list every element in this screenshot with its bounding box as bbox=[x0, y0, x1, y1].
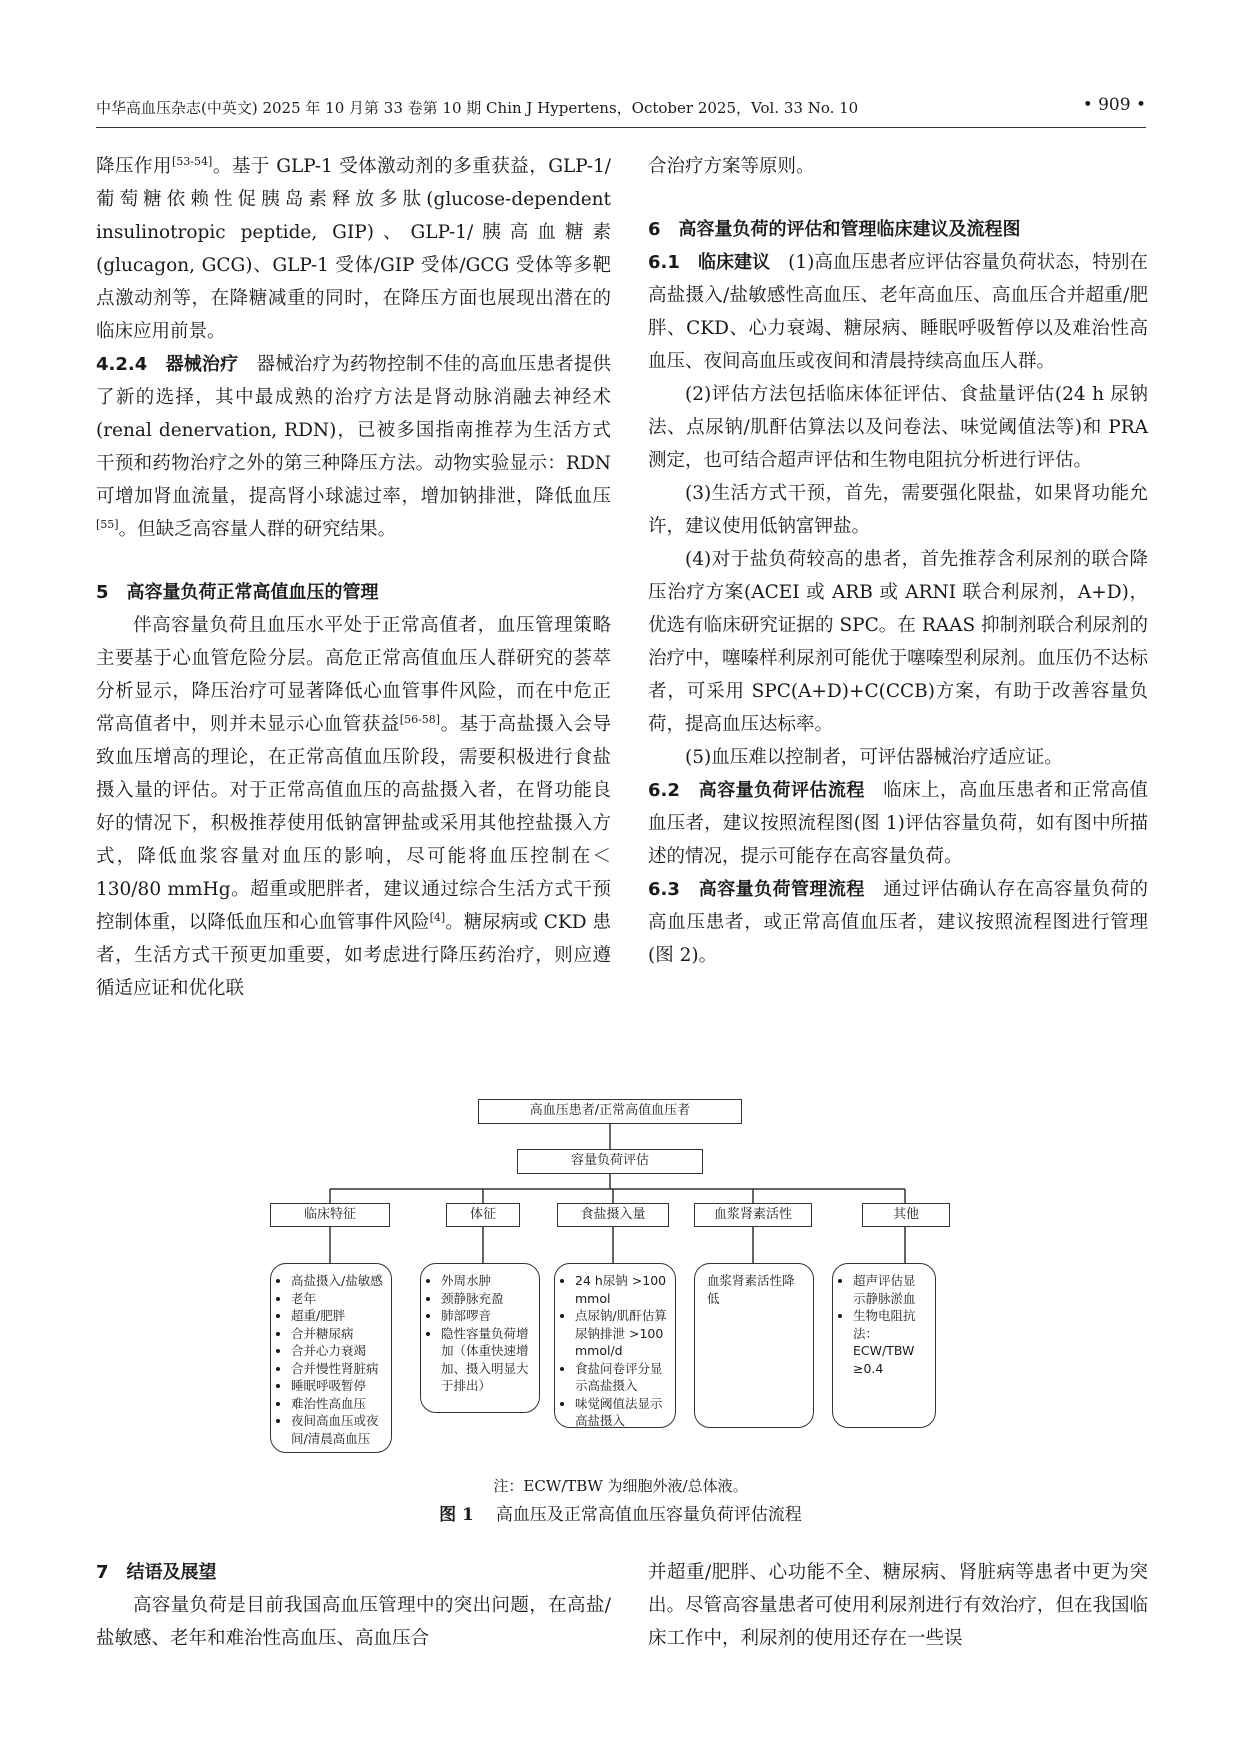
plasma-renin-text: 血浆肾素活性降低 bbox=[707, 1273, 795, 1306]
flow-list-item: • 合并糖尿病 bbox=[291, 1325, 383, 1343]
flow-list-item: • 超声评估显示静脉淤血 bbox=[853, 1272, 927, 1307]
figure-1-flowchart bbox=[270, 1097, 1000, 1457]
figure-title: 高血压及正常高值血压容量负荷评估流程 bbox=[495, 1505, 802, 1525]
paragraph-6-1-4: (4)对于盐负荷较高的患者，首先推荐含利尿剂的联合降压治疗方案(ACEI 或 ARB 或 ARNI 联合利尿剂，A+D)，优选有临床研究证据的 SPC。在 RAAS 抑制剂联合利尿剂的治疗中，噻嗪样利尿剂可能优于噻嗪型利尿剂。血压仍不达标者，可采用 SPC(A+D)+C(CCB)方案，有助于改善容量负荷，提高血压达标率。 bbox=[648, 549, 1148, 735]
category-salt-intake: 食盐摄入量 bbox=[557, 1203, 669, 1227]
section-6-3-heading: 6.3 高容量负荷管理流程 bbox=[648, 879, 884, 900]
flow-list-item: • 外周水肿 bbox=[441, 1272, 531, 1290]
section-7-heading: 7 结语及展望 bbox=[96, 1562, 217, 1583]
flow-list-item: • 合并心力衰竭 bbox=[291, 1342, 383, 1360]
flow-list-item: • 难治性高血压 bbox=[291, 1395, 383, 1413]
citation: [4] bbox=[429, 910, 446, 924]
paragraph-6-1-3: (3)生活方式干预，首先，需要强化限盐，如果肾功能允许，建议使用低钠富钾盐。 bbox=[648, 483, 1148, 537]
bottom-right-column bbox=[648, 1556, 1148, 1655]
text: (1)高血压患者应评估容量负荷状态，特别在高盐摄入/盐敏感性高血压、老年高血压、高血压合并超重/肥胖、CKD、心力衰竭、糖尿病、睡眠呼吸暂停以及难治性高血压、夜间高血压或夜间和清晨持续高血压人群。 bbox=[648, 252, 1148, 372]
bottom-left-column bbox=[96, 1556, 611, 1655]
figure-number: 图 1 bbox=[439, 1505, 474, 1525]
plasma-renin-box bbox=[694, 1263, 814, 1428]
paragraph-6-1-1 bbox=[648, 246, 1148, 378]
right-column bbox=[648, 150, 1148, 972]
category-plasma-renin: 血浆肾素活性 bbox=[694, 1203, 812, 1227]
paragraph-6-2 bbox=[648, 774, 1148, 873]
flow-list-item: • 老年 bbox=[291, 1290, 383, 1308]
text: 。但缺乏高容量人群的研究结果。 bbox=[118, 519, 397, 540]
paragraph-device-therapy bbox=[96, 348, 611, 546]
text: 临床上，高血压患者和正常高值血压者，建议按照流程图(图 1)评估容量负荷，如有图中所描述的情况，提示可能存在高容量负荷。 bbox=[648, 780, 1148, 867]
paragraph-6-1-5: (5)血压难以控制者，可评估器械治疗适应证。 bbox=[685, 747, 1063, 768]
paragraph-glp1 bbox=[96, 150, 611, 348]
paragraph-section-7-cont: 并超重/肥胖、心功能不全、糖尿病、肾脏病等患者中更为突出。尽管高容量患者可使用利尿剂进行有效治疗，但在我国临床工作中，利尿剂的使用还存在一些误 bbox=[648, 1562, 1148, 1649]
figure-caption bbox=[0, 1500, 1241, 1525]
paragraph-6-3 bbox=[648, 873, 1148, 972]
paragraph-6-1-2: (2)评估方法包括临床体征评估、食盐量评估(24 h 尿钠法、点尿钠/肌酐估算法以及问卷法、味觉阈值法等)和 PRA 测定，也可结合超声评估和生物电阻抗分析进行评估。 bbox=[648, 384, 1148, 471]
flow-list-item: • 超重/肥胖 bbox=[291, 1307, 383, 1325]
other-list bbox=[832, 1263, 936, 1428]
signs-list bbox=[420, 1263, 540, 1413]
flow-list-item: • 合并慢性肾脏病 bbox=[291, 1360, 383, 1378]
page-number: • 909 • bbox=[1082, 95, 1146, 115]
category-other: 其他 bbox=[862, 1203, 950, 1227]
text: 。基于 GLP-1 受体激动剂的多重获益，GLP-1/葡萄糖依赖性促胰岛素释放多肽(glucose-dependent insulinotropic peptide, GIP)、GLP-1/胰高血糖素(glucagon, GCG)、GLP-1 受体/GIP 受体/GCG 受体等多靶点激动剂等，在降糖减重的同时，在降压方面也展现出潜在的临床应用前景。 bbox=[96, 156, 611, 342]
category-clinical-features: 临床特征 bbox=[270, 1203, 390, 1227]
left-column bbox=[96, 150, 611, 1005]
paragraph-section-7: 高容量负荷是目前我国高血压管理中的突出问题，在高盐/盐敏感、老年和难治性高血压、高血压合 bbox=[96, 1595, 611, 1649]
flow-list-item: • 夜间高血压或夜间/清晨高血压 bbox=[291, 1412, 383, 1447]
text: 降压作用 bbox=[96, 156, 173, 177]
flow-list-item: • 24 h尿钠 >100 mmol bbox=[575, 1272, 667, 1307]
section-6-1-heading: 6.1 临床建议 bbox=[648, 252, 789, 273]
text: 通过评估确认存在高容量负荷的高血压患者，或正常高值血压者，建议按照流程图进行管理(图 2)。 bbox=[648, 879, 1148, 966]
flow-list-item: • 颈静脉充盈 bbox=[441, 1290, 531, 1308]
salt-intake-list bbox=[554, 1263, 676, 1428]
journal-info: 中华高血压杂志(中英文) 2025 年 10 月第 33 卷第 10 期 Chin J Hypertens，October 2025，Vol. 33 No. 10 bbox=[96, 99, 859, 117]
figure-note: 注：ECW/TBW 为细胞外液/总体液。 bbox=[493, 1477, 748, 1495]
clinical-features-list bbox=[270, 1263, 392, 1453]
section-5-heading: 5 高容量负荷正常高值血压的管理 bbox=[96, 582, 379, 603]
flow-list-item: • 点尿钠/肌酐估算尿钠排泄 >100 mmol/d bbox=[575, 1307, 667, 1360]
citation: [55] bbox=[96, 517, 119, 531]
flow-list-item: • 生物电阻抗法：ECW/TBW ≥0.4 bbox=[853, 1307, 927, 1377]
flow-assessment-box: 容量负荷评估 bbox=[517, 1149, 703, 1174]
section-6-2-heading: 6.2 高容量负荷评估流程 bbox=[648, 780, 884, 801]
section-4-2-4-heading: 4.2.4 器械治疗 bbox=[96, 354, 257, 375]
flow-list-item: • 味觉阈值法显示高盐摄入 bbox=[575, 1395, 667, 1430]
paragraph-section-5 bbox=[96, 609, 611, 1005]
flow-start-box: 高血压患者/正常高值血压者 bbox=[478, 1099, 742, 1124]
flow-list-item: • 食盐问卷评分显示高盐摄入 bbox=[575, 1360, 667, 1395]
paragraph-continuation: 合治疗方案等原则。 bbox=[648, 156, 815, 177]
flow-list-item: • 肺部啰音 bbox=[441, 1307, 531, 1325]
flow-list-item: • 高盐摄入/盐敏感 bbox=[291, 1272, 383, 1290]
text: 器械治疗为药物控制不佳的高血压患者提供了新的选择，其中最成熟的治疗方法是肾动脉消融去神经术(renal denervation, RDN)，已被多国指南推荐为生活方式干预和药物治疗之外的第三种降压方法。动物实验显示：RDN 可增加肾血流量，提高肾小球滤过率，增加钠排泄，降低血压 bbox=[96, 354, 611, 507]
flow-list-item: • 隐性容量负荷增加（体重快速增加、摄入明显大于排出） bbox=[441, 1325, 531, 1395]
citation: [56-58] bbox=[399, 712, 441, 726]
citation: [53-54] bbox=[172, 154, 213, 168]
running-header bbox=[96, 97, 1146, 128]
text: 。糖尿病或 CKD 患者，生活方式干预更加重要，如考虑进行降压药治疗，则应遵循适应证和优化联 bbox=[96, 912, 611, 999]
section-6-heading: 6 高容量负荷的评估和管理临床建议及流程图 bbox=[648, 219, 1021, 240]
flow-list-item: • 睡眠呼吸暂停 bbox=[291, 1377, 383, 1395]
category-signs: 体征 bbox=[446, 1203, 520, 1227]
text: 。基于高盐摄入会导致血压增高的理论，在正常高值血压阶段，需要积极进行食盐摄入量的评估。对于正常高值血压的高盐摄入者，在肾功能良好的情况下，积极推荐使用低钠富钾盐或采用其他控盐摄入方式，降低血浆容量对血压的影响，尽可能将血压控制在＜130/80 mmHg。超重或肥胖者，建议通过综合生活方式干预控制体重，以降低血压和心血管事件风险 bbox=[96, 714, 611, 933]
text: 伴高容量负荷且血压水平处于正常高值者，血压管理策略主要基于心血管危险分层。高危正常高值血压人群研究的荟萃分析显示，降压治疗可显著降低心血管事件风险，而在中危正常高值者中，则并未显示心血管获益 bbox=[96, 615, 611, 735]
